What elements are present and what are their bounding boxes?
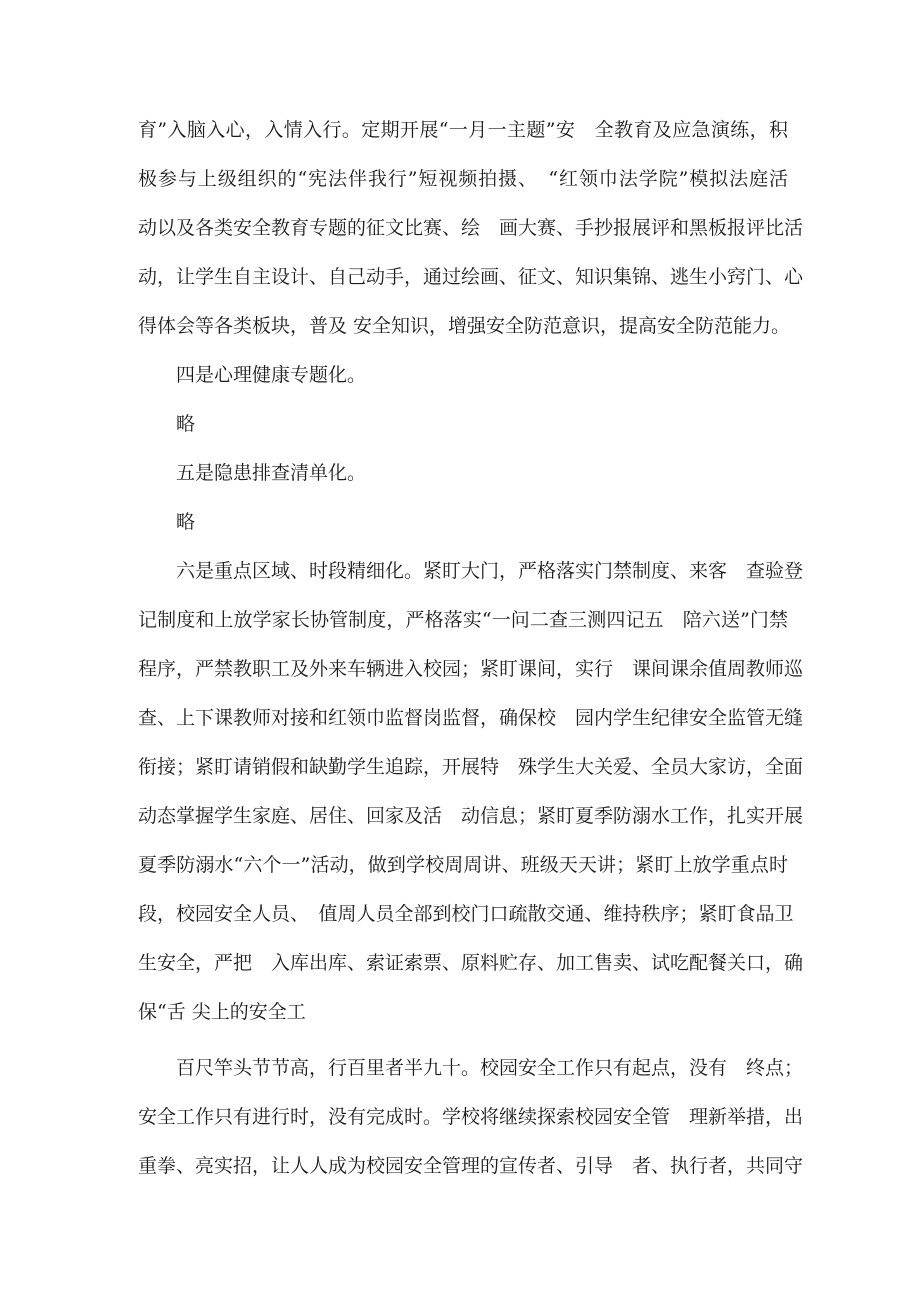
text-line: 夏季防溺水“六个一”活动，做到学校周周讲、班级天天讲；紧盯上放学重点时 (138, 854, 788, 876)
text-line: 安全工作只有进行时，没有完成时。学校将继续探索校园安全管 理新举措，出 (138, 1106, 804, 1128)
text-line: 衔接；紧盯请销假和缺勤学生追踪，开展特 殊学生大关爱、全员大家访，全面 (138, 756, 804, 778)
text-line: 生安全，严把 入库出库、索证索票、原料贮存、加工售卖、试吃配餐关口，确 (138, 952, 804, 974)
text-line: 动态掌握学生家庭、居住、回家及活 动信息；紧盯夏季防溺水工作，扎实开展 (138, 805, 804, 827)
omitted-marker: 略 (176, 413, 196, 435)
section-heading-six: 六是重点区域、时段精细化。紧盯大门，严格落实门禁制度、来客 查验登 (176, 560, 804, 582)
text-line: 查、上下课教师对接和红领巾监督岗监督，确保校 园内学生纪律安全监管无缝 (138, 707, 804, 729)
text-line: 段，校园安全人员、 值周人员全部到校门口疏散交通、维持秩序；紧盯食品卫 (138, 903, 794, 925)
text-line: 极参与上级组织的“宪法伴我行”短视频拍摄、 “红领巾法学院”模拟法庭活 (138, 168, 788, 190)
text-line: 保“舌 尖上的安全工 (138, 1001, 306, 1023)
text-line: 重拳、亮实招，让人人成为校园安全管理的宣传者、引导 者、执行者，共同守 (138, 1155, 804, 1177)
section-heading-five: 五是隐患排查清单化。 (176, 462, 367, 484)
text-line: 育”入脑入心，入情入行。定期开展“一月一主题”安 全教育及应急演练，积 (138, 119, 788, 141)
text-line: 动以及各类安全教育专题的征文比赛、绘 画大赛、手抄报展评和黑板报评比活 (138, 217, 804, 239)
text-line: 动，让学生自主设计、自己动手，通过绘画、征文、知识集锦、逃生小窍门、心 (138, 266, 804, 288)
text-line: 程序，严禁教职工及外来车辆进入校园；紧盯课间，实行 课间课余值周教师巡 (138, 658, 804, 680)
text-line: 得体会等各类板块，普及 安全知识，增强安全防范意识，提高安全防范能力。 (138, 315, 791, 337)
section-heading-four: 四是心理健康专题化。 (176, 364, 367, 386)
omitted-marker: 略 (176, 511, 196, 533)
text-line: 百尺竿头节节高，行百里者半九十。校园安全工作只有起点，没有 终点； (176, 1057, 804, 1079)
text-line: 记制度和上放学家长协管制度，严格落实“一问二查三测四记五 陪六送”门禁 (138, 609, 788, 631)
